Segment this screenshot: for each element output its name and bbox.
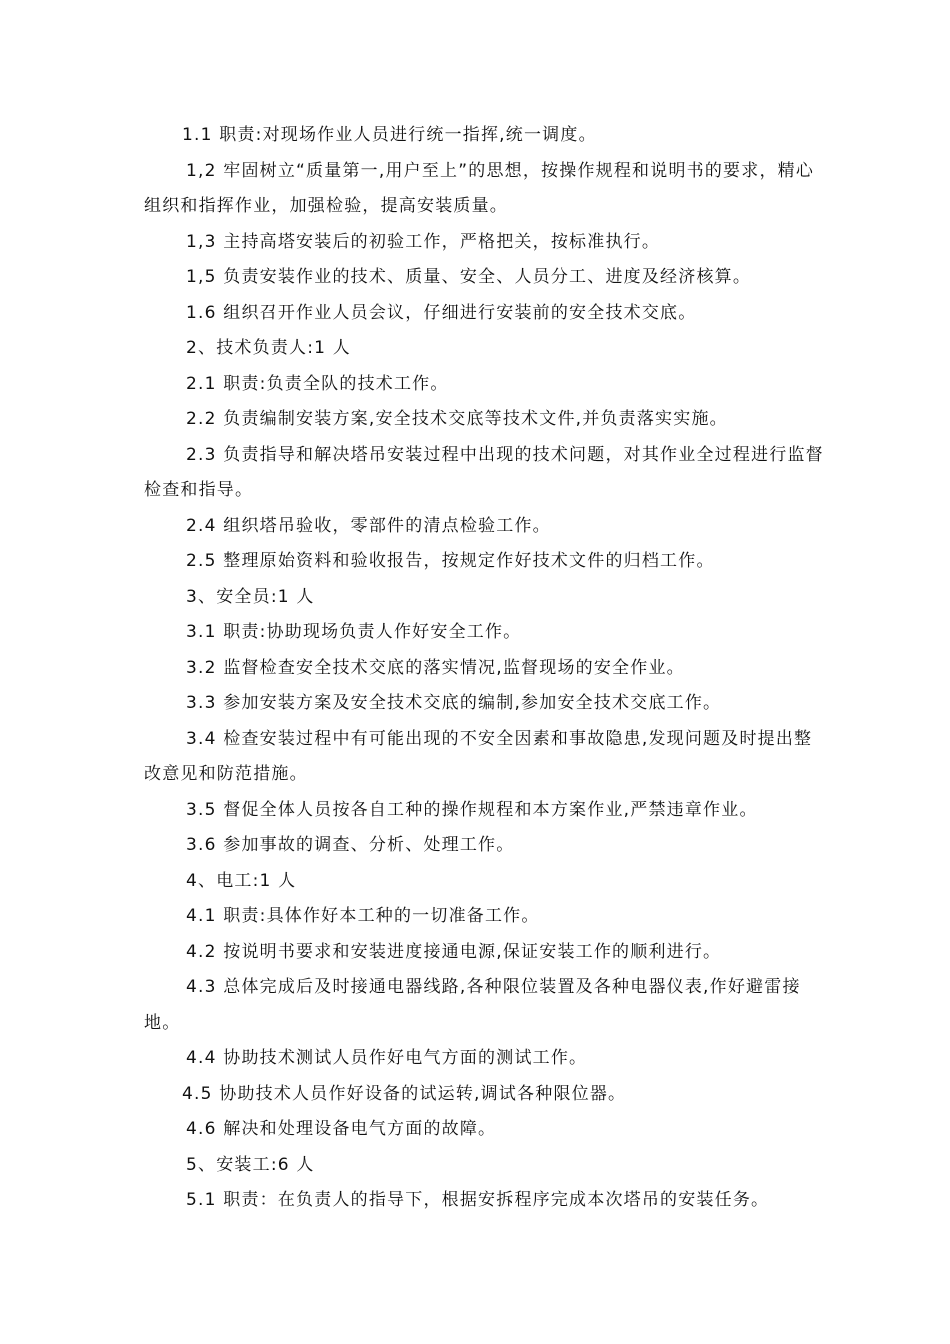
- paragraph-1-5: 1,5 负责安装作业的技术、质量、安全、人员分工、进度及经济核算。: [186, 267, 752, 287]
- paragraph-2-2: 2.2 负责编制安装方案,安全技术交底等技术文件,并负责落实实施。: [186, 409, 728, 429]
- paragraph-1-2: 1,2 牢固树立“质量第一,用户至上”的思想，按操作规程和说明书的要求，精心组织和指挥作业，加强检验，提高安装质量。: [144, 160, 815, 216]
- section-heading-4: 4、电工:1 人: [186, 870, 297, 891]
- paragraph-4-4: 4.4 协助技术测试人员作好电气方面的测试工作。: [186, 1048, 588, 1068]
- section-heading-5: 5、安装工:6 人: [186, 1154, 315, 1175]
- paragraph-4-3: 4.3 总体完成后及时接通电器线路,各种限位装置及各种电器仪表,作好避雷接地。: [144, 977, 801, 1033]
- paragraph-4-6: 4.6 解决和处理设备电气方面的故障。: [186, 1119, 497, 1139]
- section-heading-3: 3、安全员:1 人: [186, 586, 315, 607]
- paragraph-1-6: 1.6 组织召开作业人员会议，仔细进行安装前的安全技术交底。: [186, 302, 697, 323]
- section-heading-2: 2、技术负责人:1 人: [186, 338, 351, 358]
- paragraph-3-2: 3.2 监督检查安全技术交底的落实情况,监督现场的安全作业。: [186, 657, 685, 678]
- paragraph-3-6: 3.6 参加事故的调查、分析、处理工作。: [186, 835, 515, 855]
- paragraph-2-1: 2.1 职责:负责全队的技术工作。: [186, 373, 449, 394]
- paragraph-1-3: 1,3 主持高塔安装后的初验工作，严格把关，按标准执行。: [186, 231, 661, 252]
- paragraph-4-1: 4.1 职责:具体作好本工种的一切准备工作。: [186, 906, 540, 926]
- paragraph-3-3: 3.3 参加安装方案及安全技术交底的编制,参加安全技术交底工作。: [186, 693, 722, 713]
- paragraph-1-1: 1.1 职责:对现场作业人员进行统一指挥,统一调度。: [182, 125, 597, 145]
- paragraph-2-5: 2.5 整理原始资料和验收报告，按规定作好技术文件的归档工作。: [186, 551, 715, 571]
- paragraph-2-3: 2.3 负责指导和解决塔吊安装过程中出现的技术问题，对其作业全过程进行监督检查和指导。: [144, 444, 824, 500]
- paragraph-4-5: 4.5 协助技术人员作好设备的试运转,调试各种限位器。: [182, 1083, 627, 1104]
- paragraph-5-1: 5.1 职责：在负责人的指导下，根据安拆程序完成本次塔吊的安装任务。: [186, 1190, 770, 1210]
- paragraph-2-4: 2.4 组织塔吊验收，零部件的清点检验工作。: [186, 515, 551, 536]
- paragraph-3-5: 3.5 督促全体人员按各自工种的操作规程和本方案作业,严禁违章作业。: [186, 799, 758, 820]
- paragraph-3-4: 3.4 检查安装过程中有可能出现的不安全因素和事故隐患,发现问题及时提出整改意见和防范措施。: [144, 728, 813, 784]
- paragraph-4-2: 4.2 按说明书要求和安装进度接通电源,保证安装工作的顺利进行。: [186, 941, 722, 962]
- document-body: [144, 118, 824, 1219]
- paragraph-3-1: 3.1 职责:协助现场负责人作好安全工作。: [186, 622, 522, 642]
